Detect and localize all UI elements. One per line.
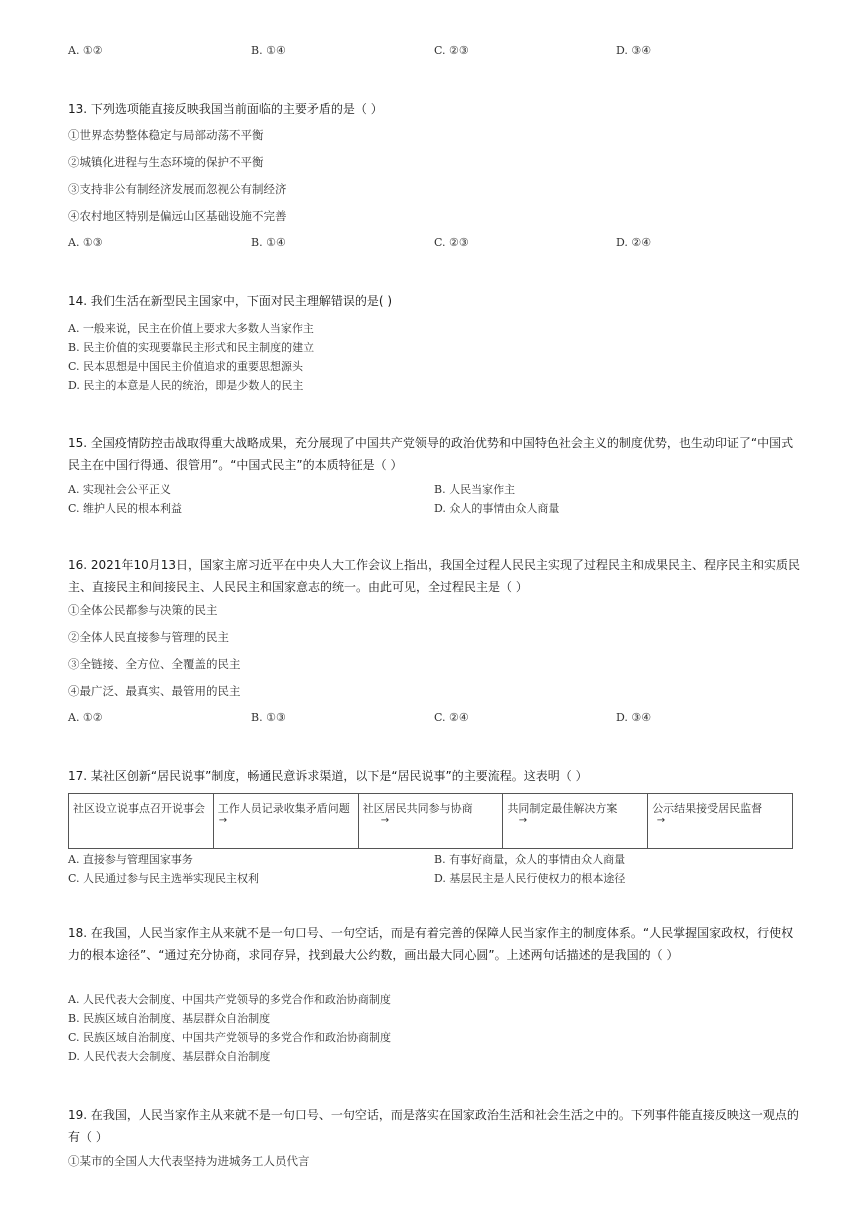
flowchart bbox=[68, 793, 793, 849]
option-d: D. ②④ bbox=[616, 236, 652, 249]
question-stem: 15. 全国疫情防控击战取得重大战略成果，充分展现了中国共产党领导的政治优势和中国特色社会主义的制度优势，也生动印证了“中国式民主在中国行得通、很管用”。“中国式民主”的本质特征是（ ） bbox=[68, 436, 794, 472]
statement: ④最广泛、最真实、最管用的民主 bbox=[68, 684, 241, 698]
flow-step: 社区设立说事点召开说事会 bbox=[69, 794, 214, 848]
question-stem: 13. 下列选项能直接反映我国当前面临的主要矛盾的是（ ） bbox=[68, 102, 383, 116]
option-a: A. ①② bbox=[68, 711, 103, 724]
statement: ②全体人民直接参与管理的民主 bbox=[68, 630, 229, 644]
arrow-icon: → bbox=[380, 815, 390, 826]
option-c: C. 维护人民的根本利益 bbox=[68, 502, 183, 515]
option-a: A. 直接参与管理国家事务 bbox=[68, 853, 193, 866]
option-a: A. 实现社会公平正义 bbox=[68, 483, 171, 496]
question-stem: 16. 2021年10月13日，国家主席习近平在中央人大工作会议上指出，我国全过程人民民主实现了过程民主和成果民主、程序民主和实质民主、直接民主和间接民主、人民民主和国家意志的统一。由此可见，全过程民主是（ ） bbox=[68, 558, 800, 594]
option-c: C. ②③ bbox=[434, 44, 469, 57]
option-a: A. ①② bbox=[68, 44, 103, 57]
option-b: B. 民主价值的实现要靠民主形式和民主制度的建立 bbox=[68, 341, 315, 354]
option-b: B. ①③ bbox=[251, 711, 286, 724]
arrow-icon: → bbox=[518, 815, 528, 826]
arrow-icon: → bbox=[656, 815, 666, 826]
option-d: D. 民主的本意是人民的统治，即是少数人的民主 bbox=[68, 379, 304, 392]
flow-step: 工作人员记录收集矛盾问题 bbox=[214, 794, 359, 848]
option-a: A. 一般来说，民主在价值上要求大多数人当家作主 bbox=[68, 322, 314, 335]
statement: ①世界态势整体稳定与局部动荡不平衡 bbox=[68, 128, 264, 142]
arrow-icon: → bbox=[218, 815, 228, 826]
question-stem: 14. 我们生活在新型民主国家中，下面对民主理解错误的是( ) bbox=[68, 294, 393, 308]
statement: ①某市的全国人大代表坚持为进城务工人员代言 bbox=[68, 1154, 310, 1168]
option-c: C. 民族区域自治制度、中国共产党领导的多党合作和政治协商制度 bbox=[68, 1031, 392, 1044]
question-stem: 17. 某社区创新“居民说事”制度，畅通民意诉求渠道，以下是“居民说事”的主要流程。这表明（ ） bbox=[68, 769, 588, 783]
flow-step: 公示结果接受居民监督 bbox=[652, 802, 763, 815]
option-a: A. ①③ bbox=[68, 236, 103, 249]
statement: ③全链接、全方位、全覆盖的民主 bbox=[68, 657, 241, 671]
option-b: B. 人民当家作主 bbox=[434, 483, 516, 496]
option-b: B. 有事好商量，众人的事情由众人商量 bbox=[434, 853, 626, 866]
option-a: A. 人民代表大会制度、中国共产党领导的多党合作和政治协商制度 bbox=[68, 993, 391, 1006]
flow-step: 社区居民共同参与协商 bbox=[359, 794, 504, 848]
option-d: D. 人民代表大会制度、基层群众自治制度 bbox=[68, 1050, 271, 1063]
option-d: D. ③④ bbox=[616, 44, 652, 57]
statement: ③支持非公有制经济发展而忽视公有制经济 bbox=[68, 182, 287, 196]
flow-step: 共同制定最佳解决方案 bbox=[503, 794, 648, 848]
option-d: D. 众人的事情由众人商量 bbox=[434, 502, 560, 515]
option-c: C. ②④ bbox=[434, 711, 469, 724]
option-d: D. 基层民主是人民行使权力的根本途径 bbox=[434, 872, 626, 885]
option-b: B. ①④ bbox=[251, 44, 286, 57]
question-stem: 19. 在我国，人民当家作主从来就不是一句口号、一句空话，而是落实在国家政治生活和社会生活之中的。下列事件能直接反映这一观点的有（ ） bbox=[68, 1108, 799, 1144]
option-b: B. ①④ bbox=[251, 236, 286, 249]
question-stem: 18. 在我国，人民当家作主从来就不是一句口号、一句空话，而是有着完善的保障人民当家作主的制度体系。“人民掌握国家政权，行使权力的根本途径”、“通过充分协商，求同存异，找到最大公约数，画出最大同心圆”。上述两句话描述的是我国的（ ） bbox=[68, 926, 794, 962]
option-d: D. ③④ bbox=[616, 711, 652, 724]
option-c: C. ②③ bbox=[434, 236, 469, 249]
statement: ①全体公民都参与决策的民主 bbox=[68, 603, 218, 617]
option-c: C. 人民通过参与民主选举实现民主权利 bbox=[68, 872, 260, 885]
statement: ②城镇化进程与生态环境的保护不平衡 bbox=[68, 155, 264, 169]
option-c: C. 民本思想是中国民主价值追求的重要思想源头 bbox=[68, 360, 304, 373]
option-b: B. 民族区域自治制度、基层群众自治制度 bbox=[68, 1012, 271, 1025]
statement: ④农村地区特别是偏远山区基础设施不完善 bbox=[68, 209, 287, 223]
